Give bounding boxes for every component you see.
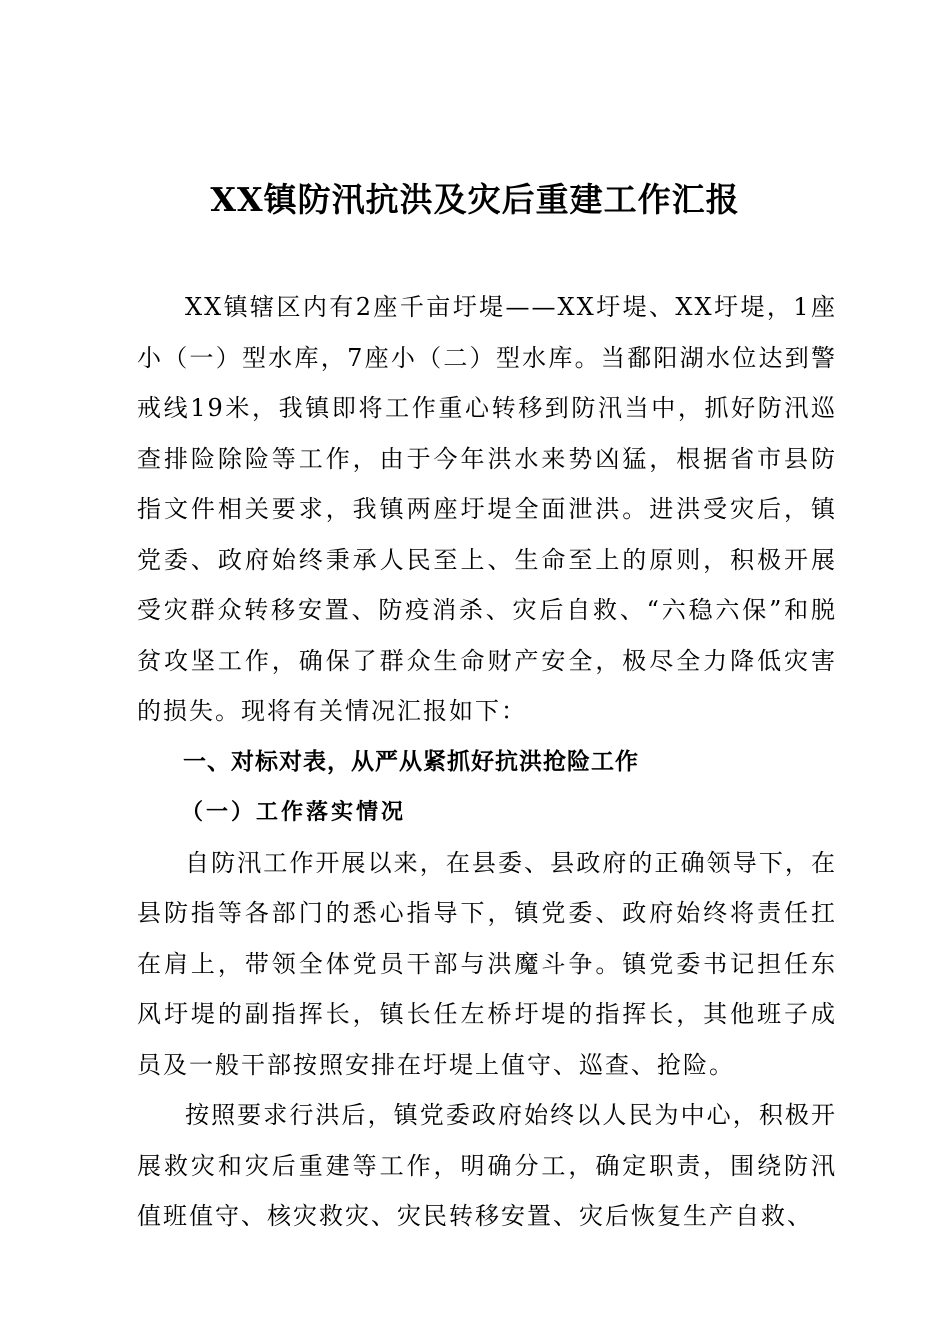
body-paragraph: 按照要求行洪后，镇党委政府始终以人民为中心，积极开展救灾和灾后重建等工作，明确分工，确定职责，围绕防汛值班值守、核灾救灾、灾民转移安置、灾后恢复生产自救、 (137, 1101, 837, 1230)
body-paragraph: 自防汛工作开展以来，在县委、县政府的正确领导下，在县防指等各部门的悉心指导下，镇党委、政府始终将责任扛在肩上，带领全体党员干部与洪魔斗争。镇党委书记担任东风圩堤的副指挥长，镇长任左桥圩堤的指挥长，其他班子成员及一般干部按照安排在圩堤上值守、巡查、抢险。 (137, 848, 837, 1079)
document-title: XX镇防汛抗洪及灾后重建工作汇报 (210, 180, 740, 219)
intro-paragraph: XX镇辖区内有2座千亩圩堤——XX圩堤、XX圩堤，1座小（一）型水库，7座小（二）型水库。当鄱阳湖水位达到警戒线19米，我镇即将工作重心转移到防汛当中，抓好防汛巡查排险除险等工作，由于今年洪水来势凶猛，根据省市县防指文件相关要求，我镇两座圩堤全面泄洪。进洪受灾后，镇党委、政府始终秉承人民至上、生命至上的原则，积极开展受灾群众转移安置、防疫消杀、灾后自救、“六稳六保”和脱贫攻坚工作，确保了群众生命财产安全，极尽全力降低灾害的损失。现将有关情况汇报如下： (137, 293, 837, 725)
section-heading: 一、对标对表，从严从紧抓好抗洪抢险工作 (183, 748, 639, 775)
document-body (137, 282, 837, 1242)
subsection-heading: （一）工作落实情况 (181, 799, 407, 825)
